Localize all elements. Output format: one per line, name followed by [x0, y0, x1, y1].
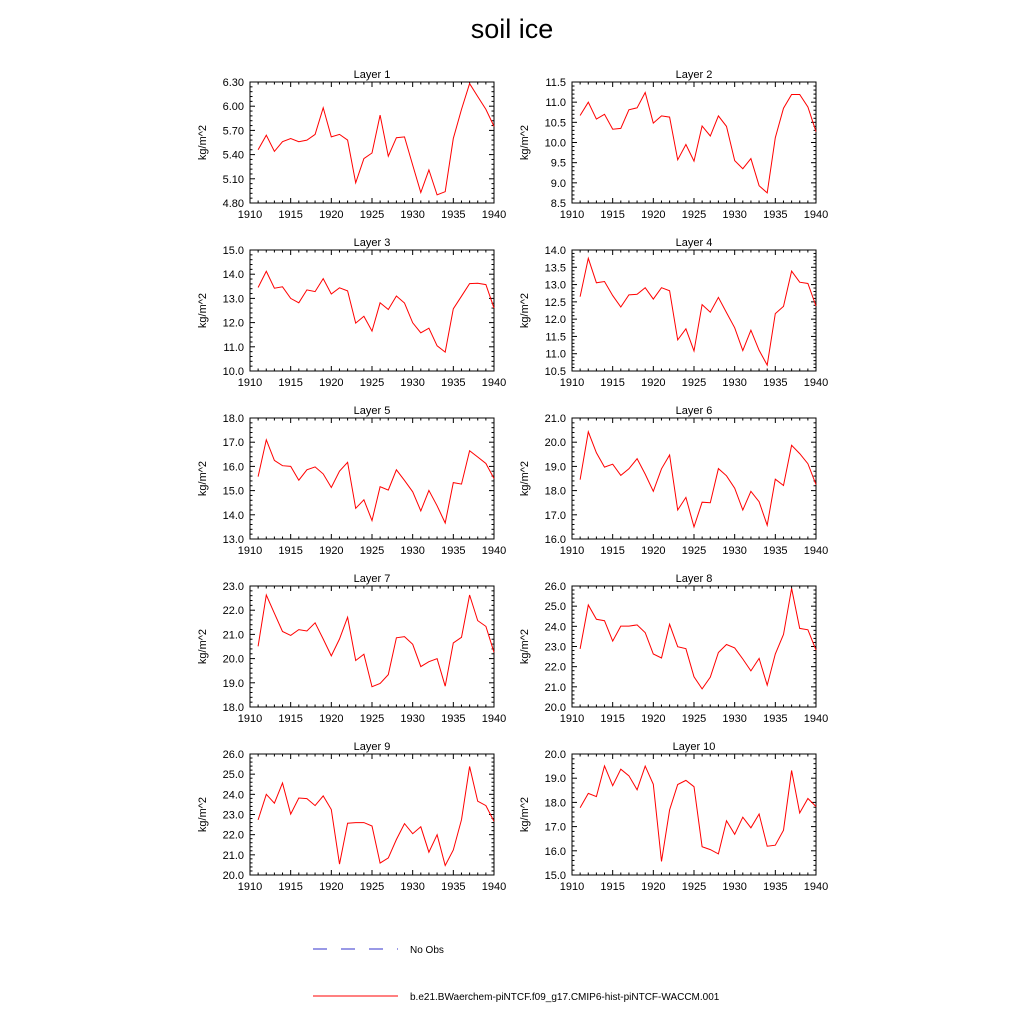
x-tick-label: 1940	[481, 881, 507, 893]
y-tick-label: 26.0	[544, 581, 566, 593]
x-tick-label: 1910	[559, 881, 585, 893]
y-tick-label: 23.0	[222, 581, 244, 593]
x-tick-label: 1925	[681, 209, 707, 221]
y-axis-label: kg/m^2	[197, 124, 209, 161]
series-line	[258, 440, 494, 523]
x-tick-label: 1940	[803, 713, 829, 725]
y-tick-label: 22.0	[222, 829, 244, 842]
y-tick-label: 21.0	[222, 849, 244, 862]
y-tick-label: 16.0	[544, 534, 566, 546]
x-tick-label: 1940	[803, 545, 829, 557]
x-tick-label: 1940	[803, 881, 829, 893]
y-tick-label: 8.5	[550, 198, 566, 210]
y-tick-label: 5.70	[222, 125, 244, 138]
x-tick-label: 1930	[722, 545, 747, 557]
y-tick-label: 17.0	[544, 509, 566, 522]
x-tick-label: 1920	[319, 377, 344, 389]
x-tick-label: 1930	[400, 881, 425, 893]
x-tick-label: 1920	[319, 209, 344, 221]
y-tick-label: 24.0	[222, 789, 244, 802]
panel-layer-4	[519, 237, 828, 389]
x-tick-label: 1910	[237, 209, 263, 221]
y-tick-label: 16.0	[222, 461, 244, 474]
x-tick-label: 1920	[641, 545, 666, 557]
panel-layer-6	[519, 405, 828, 557]
y-axis-label: kg/m^2	[197, 292, 209, 329]
x-tick-label: 1910	[237, 881, 263, 893]
y-tick-label: 20.0	[544, 749, 566, 761]
x-tick-label: 1940	[803, 377, 829, 389]
series-line	[580, 432, 816, 527]
x-tick-label: 1910	[237, 545, 263, 557]
x-tick-label: 1930	[400, 713, 425, 725]
x-tick-label: 1930	[722, 209, 747, 221]
panel-title: Layer 7	[353, 573, 391, 585]
y-tick-label: 26.0	[222, 749, 244, 761]
y-tick-label: 11.0	[545, 97, 566, 110]
plot-frame	[250, 754, 494, 875]
panel-title: Layer 5	[353, 405, 391, 417]
series-line	[258, 84, 494, 195]
plot-frame	[250, 586, 494, 707]
x-tick-label: 1920	[319, 713, 344, 725]
x-tick-label: 1915	[278, 545, 303, 557]
panel-title: Layer 9	[353, 741, 391, 753]
x-tick-label: 1930	[722, 713, 747, 725]
x-tick-label: 1925	[681, 713, 707, 725]
plot-frame	[250, 82, 494, 203]
panel-title: Layer 2	[675, 69, 713, 81]
x-tick-label: 1930	[400, 377, 425, 389]
y-tick-label: 20.0	[222, 653, 244, 666]
y-tick-label: 21.0	[222, 629, 244, 642]
plot-frame	[250, 250, 494, 371]
x-tick-label: 1930	[400, 545, 425, 557]
series-line	[580, 93, 816, 193]
y-tick-label: 13.0	[544, 279, 566, 292]
y-tick-label: 20.0	[544, 702, 566, 714]
x-tick-label: 1920	[319, 881, 344, 893]
y-tick-label: 15.0	[544, 870, 566, 882]
y-tick-label: 20.0	[544, 437, 566, 450]
x-tick-label: 1915	[600, 713, 625, 725]
y-tick-label: 6.30	[222, 77, 244, 89]
x-tick-label: 1910	[559, 545, 585, 557]
x-tick-label: 1915	[278, 377, 303, 389]
y-tick-label: 18.0	[544, 797, 566, 810]
x-tick-label: 1935	[441, 377, 466, 389]
y-tick-label: 17.0	[544, 821, 566, 834]
x-tick-label: 1925	[359, 377, 385, 389]
x-tick-label: 1935	[441, 209, 466, 221]
x-tick-label: 1935	[763, 209, 788, 221]
x-tick-label: 1935	[763, 881, 788, 893]
y-tick-label: 14.0	[222, 509, 244, 522]
y-tick-label: 11.5	[545, 77, 566, 89]
y-axis-label: kg/m^2	[519, 124, 531, 161]
x-tick-label: 1910	[237, 377, 263, 389]
y-tick-label: 13.5	[544, 262, 566, 275]
legend-obs-label: No Obs	[410, 945, 444, 956]
y-tick-label: 18.0	[544, 485, 566, 498]
y-tick-label: 16.0	[544, 845, 566, 858]
x-tick-label: 1930	[722, 881, 747, 893]
y-tick-label: 20.0	[222, 870, 244, 882]
y-tick-label: 11.0	[545, 348, 566, 361]
x-tick-label: 1915	[278, 713, 303, 725]
y-tick-label: 18.0	[222, 702, 244, 714]
x-tick-label: 1915	[278, 209, 303, 221]
y-tick-label: 12.0	[222, 317, 244, 330]
y-tick-label: 13.0	[222, 534, 244, 546]
x-tick-label: 1930	[722, 377, 747, 389]
x-tick-label: 1910	[237, 713, 263, 725]
y-tick-label: 23.0	[222, 809, 244, 822]
y-tick-label: 13.0	[222, 293, 244, 306]
plot-frame	[572, 586, 816, 707]
panel-title: Layer 1	[353, 69, 391, 81]
x-tick-label: 1910	[559, 209, 585, 221]
y-tick-label: 11.0	[223, 341, 244, 354]
y-axis-label: kg/m^2	[519, 628, 531, 665]
figure-title: soil ice	[470, 14, 554, 44]
x-tick-label: 1915	[600, 377, 625, 389]
panel-layer-1	[197, 69, 506, 221]
x-tick-label: 1940	[803, 209, 829, 221]
x-tick-label: 1925	[681, 881, 707, 893]
y-tick-label: 10.0	[222, 366, 244, 378]
y-tick-label: 22.0	[222, 605, 244, 618]
y-tick-label: 5.40	[222, 149, 244, 162]
x-tick-label: 1935	[441, 545, 466, 557]
y-axis-label: kg/m^2	[197, 460, 209, 497]
x-tick-label: 1935	[763, 377, 788, 389]
x-tick-label: 1925	[681, 545, 707, 557]
panel-layer-8	[519, 573, 828, 725]
y-tick-label: 5.10	[222, 173, 244, 186]
y-tick-label: 22.0	[544, 661, 566, 674]
x-tick-label: 1925	[359, 713, 385, 725]
y-tick-label: 14.0	[222, 269, 244, 282]
x-tick-label: 1940	[481, 209, 507, 221]
x-tick-label: 1940	[481, 713, 507, 725]
panel-layer-10	[519, 741, 828, 893]
y-tick-label: 9.0	[550, 177, 566, 190]
series-line	[580, 766, 816, 862]
x-tick-label: 1920	[641, 377, 666, 389]
panel-title: Layer 4	[675, 237, 713, 249]
legend-series-label: b.e21.BWaerchem-piNTCF.f09_g17.CMIP6-hist-piNTCF-WACCM.001	[410, 992, 720, 1003]
y-tick-label: 6.00	[222, 101, 244, 114]
x-tick-label: 1920	[641, 209, 666, 221]
y-tick-label: 10.5	[544, 117, 566, 130]
y-tick-label: 18.0	[222, 413, 244, 425]
y-tick-label: 10.0	[544, 137, 566, 150]
series-line	[580, 588, 816, 689]
y-tick-label: 19.0	[544, 773, 566, 786]
y-tick-label: 15.0	[222, 485, 244, 498]
y-tick-label: 25.0	[222, 769, 244, 782]
y-axis-label: kg/m^2	[197, 796, 209, 833]
x-tick-label: 1940	[481, 377, 507, 389]
x-tick-label: 1940	[481, 545, 507, 557]
y-tick-label: 10.5	[544, 366, 566, 378]
x-tick-label: 1925	[681, 377, 707, 389]
panel-layer-2	[519, 69, 828, 221]
x-tick-label: 1925	[359, 881, 385, 893]
y-tick-label: 21.0	[544, 681, 566, 694]
y-tick-label: 12.5	[544, 296, 566, 309]
panel-layer-5	[197, 405, 506, 557]
x-tick-label: 1920	[641, 881, 666, 893]
plot-frame	[572, 418, 816, 539]
y-tick-label: 14.0	[544, 245, 566, 257]
y-tick-label: 19.0	[222, 677, 244, 690]
x-tick-label: 1915	[600, 545, 625, 557]
y-axis-label: kg/m^2	[519, 292, 531, 329]
y-tick-label: 15.0	[222, 245, 244, 257]
y-axis-label: kg/m^2	[519, 460, 531, 497]
panel-layer-9	[197, 741, 506, 893]
y-tick-label: 17.0	[222, 437, 244, 450]
y-tick-label: 25.0	[544, 601, 566, 614]
panel-title: Layer 10	[672, 741, 716, 753]
y-tick-label: 23.0	[544, 641, 566, 654]
y-tick-label: 12.0	[544, 314, 566, 327]
x-tick-label: 1935	[763, 545, 788, 557]
x-tick-label: 1915	[278, 881, 303, 893]
y-tick-label: 9.5	[550, 157, 566, 170]
x-tick-label: 1935	[441, 881, 466, 893]
x-tick-label: 1915	[600, 209, 625, 221]
panel-title: Layer 6	[675, 405, 713, 417]
series-line	[258, 595, 494, 687]
x-tick-label: 1930	[400, 209, 425, 221]
x-tick-label: 1915	[600, 881, 625, 893]
plot-frame	[572, 754, 816, 875]
plot-frame	[572, 82, 816, 203]
x-tick-label: 1920	[641, 713, 666, 725]
y-tick-label: 4.80	[222, 198, 244, 210]
panel-layer-7	[197, 573, 506, 725]
legend	[313, 945, 720, 1003]
y-tick-label: 24.0	[544, 621, 566, 634]
panel-layer-3	[197, 237, 506, 389]
y-tick-label: 19.0	[544, 461, 566, 474]
x-tick-label: 1935	[763, 713, 788, 725]
x-tick-label: 1935	[441, 713, 466, 725]
y-axis-label: kg/m^2	[197, 628, 209, 665]
panel-title: Layer 8	[675, 573, 713, 585]
x-tick-label: 1920	[319, 545, 344, 557]
series-line	[258, 767, 494, 866]
series-line	[258, 271, 494, 352]
y-tick-label: 21.0	[544, 413, 566, 425]
x-tick-label: 1910	[559, 377, 585, 389]
y-axis-label: kg/m^2	[519, 796, 531, 833]
x-tick-label: 1925	[359, 209, 385, 221]
panel-title: Layer 3	[353, 237, 391, 249]
x-tick-label: 1910	[559, 713, 585, 725]
y-tick-label: 11.5	[545, 331, 566, 344]
series-line	[580, 258, 816, 365]
x-tick-label: 1925	[359, 545, 385, 557]
